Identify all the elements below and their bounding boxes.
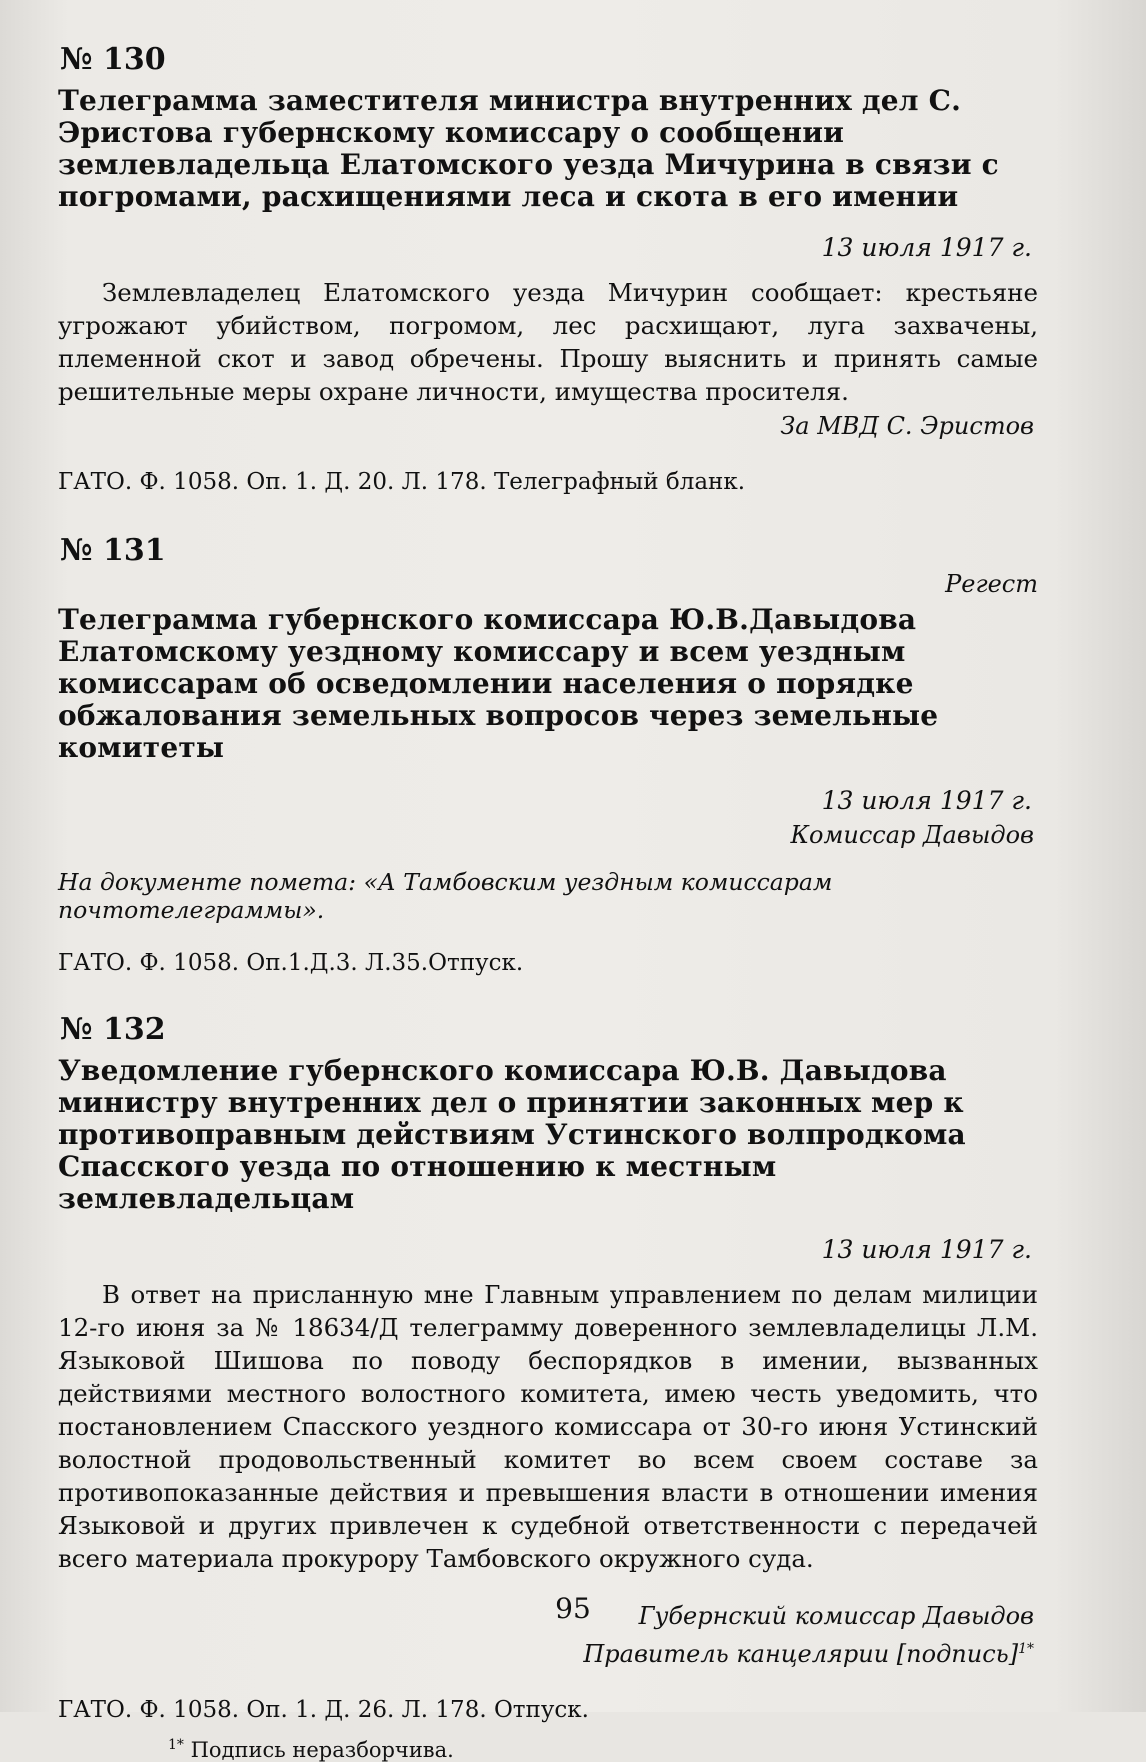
document-131 bbox=[58, 533, 1038, 976]
document-date: 13 июля 1917 г. bbox=[821, 1235, 1032, 1264]
document-number: № 132 bbox=[60, 1012, 166, 1047]
document-body: Землевладелец Елатомского уезда Мичурин сообщает: крестьяне угрожают убийством, погромом, лес расхищают, луга захвачены, племенной скот и завод обречены. Прошу выяснить и принять самые решительные меры охране личности, имущества просителя. bbox=[58, 278, 1038, 406]
footnote-text: Подпись неразборчива. bbox=[190, 1737, 454, 1762]
document-signature: Губернский комиссар Давыдов bbox=[638, 1601, 1034, 1630]
document-130 bbox=[58, 42, 1038, 495]
page-number: 95 bbox=[555, 1592, 591, 1625]
document-number: № 131 bbox=[60, 533, 166, 568]
signature-text: Правитель канцелярии [подпись] bbox=[583, 1639, 1019, 1668]
footnote-mark: 1* bbox=[168, 1736, 184, 1753]
document-page bbox=[58, 42, 1038, 1762]
document-signature-secondary bbox=[58, 1633, 1038, 1671]
regest-label: Регест bbox=[945, 570, 1038, 598]
document-date: 13 июля 1917 г. bbox=[821, 233, 1032, 262]
footnote bbox=[58, 1737, 1038, 1762]
document-title: Телеграмма заместителя министра внутренних дел С. Эристова губернскому комиссару о сообщении землевладельца Елатомского уезда Мичурина в связи с погромами, расхищениями леса и скота в его имении bbox=[58, 84, 999, 213]
document-note: На документе помета: «А Тамбовским уездным комиссарам почтотелеграммы». bbox=[58, 868, 833, 924]
archive-reference: ГАТО. Ф. 1058. Оп. 1. Д. 26. Л. 178. Отпуск. bbox=[58, 1696, 589, 1723]
document-date: 13 июля 1917 г. bbox=[821, 786, 1032, 815]
document-title: Телеграмма губернского комиссара Ю.В.Давыдова Елатомскому уездному комиссару и всем уездным комиссарам об осведомлении населения о порядке обжалования земельных вопросов через земельные комитеты bbox=[58, 603, 939, 764]
document-132 bbox=[58, 1012, 1038, 1762]
document-title: Уведомление губернского комиссара Ю.В. Давыдова министру внутренних дел о принятии законных мер к противоправным действиям Устинского волпродкома Спасского уезда по отношению к местным землевладельцам bbox=[58, 1054, 966, 1215]
archive-reference: ГАТО. Ф. 1058. Оп. 1. Д. 20. Л. 178. Телеграфный бланк. bbox=[58, 469, 746, 495]
footnote-reference: 1* bbox=[1018, 1640, 1034, 1657]
document-body: В ответ на присланную мне Главным управлением по делам милиции 12-го июня за № 18634/Д телеграмму доверенного землевладелицы Л.М. Языковой Шишова по поводу беспорядков в имении, вызванных действиями местного волостного комитета, имею честь уведомить, что постановлением Спасского уездного комиссара от 30-го июня Устинский волостной продовольственный комитет во всем своем составе за противопоказанные действия и превышения власти в отношении имения Языковой и других привлечен к судебной ответственности с передачей всего материала прокурору Тамбовского окружного суда. bbox=[58, 1280, 1038, 1573]
archive-reference: ГАТО. Ф. 1058. Оп.1.Д.3. Л.35.Отпуск. bbox=[58, 950, 524, 976]
document-number: № 130 bbox=[60, 42, 166, 77]
document-signature: За МВД С. Эристов bbox=[780, 412, 1034, 440]
document-signature: Комиссар Давыдов bbox=[790, 821, 1034, 849]
